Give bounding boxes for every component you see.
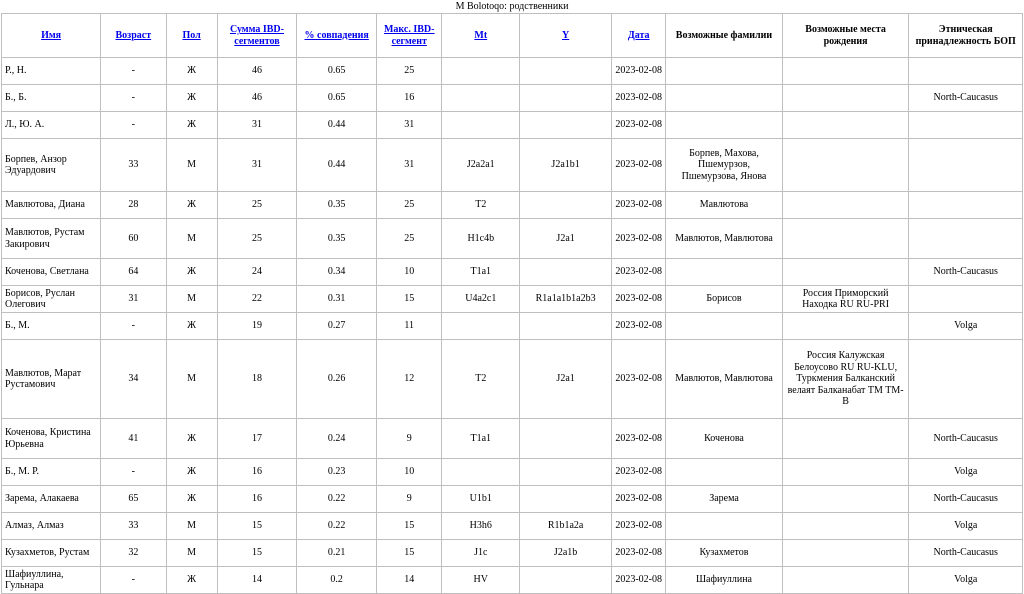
cell-birthplaces: [782, 486, 909, 513]
cell-date: 2023-02-08: [612, 112, 666, 139]
cell-surnames: [666, 513, 783, 540]
cell-birthplaces: [782, 513, 909, 540]
cell-ibd-sum: 25: [217, 192, 297, 219]
cell-max-ibd: 25: [377, 219, 442, 259]
cell-max-ibd: 15: [377, 286, 442, 313]
cell-date: 2023-02-08: [612, 58, 666, 85]
cell-date: 2023-02-08: [612, 85, 666, 112]
table-row: [2, 259, 1023, 286]
cell-surnames: [666, 459, 783, 486]
cell-max-ibd: 9: [377, 486, 442, 513]
cell-mt: H1c4b: [442, 219, 520, 259]
cell-y: [520, 313, 612, 340]
cell-name: Алмаз, Алмаз: [2, 513, 101, 540]
cell-surnames: Шафиуллина: [666, 567, 783, 594]
cell-match-percent: 0.65: [297, 85, 377, 112]
cell-ethnicity: North-Caucasus: [909, 540, 1023, 567]
cell-ethnicity: Volga: [909, 459, 1023, 486]
cell-max-ibd: 31: [377, 139, 442, 192]
cell-birthplaces: [782, 112, 909, 139]
cell-age: -: [101, 313, 166, 340]
cell-max-ibd: 31: [377, 112, 442, 139]
cell-y: [520, 85, 612, 112]
cell-date: 2023-02-08: [612, 513, 666, 540]
cell-date: 2023-02-08: [612, 340, 666, 419]
cell-age: -: [101, 567, 166, 594]
cell-birthplaces: [782, 567, 909, 594]
table-row: [2, 567, 1023, 594]
cell-ibd-sum: 31: [217, 112, 297, 139]
cell-name: Б., М. Р.: [2, 459, 101, 486]
cell-match-percent: 0.22: [297, 513, 377, 540]
table-row: [2, 192, 1023, 219]
cell-date: 2023-02-08: [612, 486, 666, 513]
column-header-ibd-sum[interactable]: [217, 14, 297, 58]
cell-ethnicity: North-Caucasus: [909, 85, 1023, 112]
cell-y: J2a1b: [520, 540, 612, 567]
cell-max-ibd: 9: [377, 419, 442, 459]
cell-match-percent: 0.31: [297, 286, 377, 313]
cell-match-percent: 0.2: [297, 567, 377, 594]
cell-sex: Ж: [166, 486, 217, 513]
cell-surnames: Коченова: [666, 419, 783, 459]
cell-ibd-sum: 19: [217, 313, 297, 340]
cell-mt: [442, 313, 520, 340]
cell-mt: T1a1: [442, 419, 520, 459]
cell-birthplaces: [782, 219, 909, 259]
cell-sex: Ж: [166, 192, 217, 219]
cell-surnames: Мавлютова: [666, 192, 783, 219]
cell-ethnicity: [909, 340, 1023, 419]
cell-surnames: Борпев, Махова, Пшемурзов, Пшемурзова, Янова: [666, 139, 783, 192]
cell-y: [520, 259, 612, 286]
cell-age: 33: [101, 139, 166, 192]
cell-mt: [442, 85, 520, 112]
cell-max-ibd: 12: [377, 340, 442, 419]
cell-birthplaces: Россия Приморский Находка RU RU-PRI: [782, 286, 909, 313]
cell-sex: Ж: [166, 567, 217, 594]
cell-surnames: Мавлютов, Мавлютова: [666, 219, 783, 259]
cell-date: 2023-02-08: [612, 459, 666, 486]
cell-sex: Ж: [166, 313, 217, 340]
cell-age: 32: [101, 540, 166, 567]
cell-match-percent: 0.65: [297, 58, 377, 85]
cell-mt: [442, 459, 520, 486]
cell-age: -: [101, 58, 166, 85]
cell-surnames: [666, 259, 783, 286]
cell-sex: М: [166, 219, 217, 259]
cell-sex: Ж: [166, 459, 217, 486]
cell-ibd-sum: 16: [217, 459, 297, 486]
cell-match-percent: 0.35: [297, 219, 377, 259]
cell-age: 41: [101, 419, 166, 459]
cell-ibd-sum: 18: [217, 340, 297, 419]
cell-sex: Ж: [166, 85, 217, 112]
cell-mt: T2: [442, 340, 520, 419]
cell-max-ibd: 10: [377, 259, 442, 286]
cell-date: 2023-02-08: [612, 286, 666, 313]
column-header-surnames: Возможные фамилии: [666, 14, 783, 58]
cell-sex: Ж: [166, 419, 217, 459]
cell-mt: H3h6: [442, 513, 520, 540]
column-header-date[interactable]: [612, 14, 666, 58]
cell-y: J2a1b1: [520, 139, 612, 192]
cell-name: Мавлютов, Марат Рустамович: [2, 340, 101, 419]
cell-surnames: [666, 313, 783, 340]
cell-mt: U1b1: [442, 486, 520, 513]
cell-name: Шафиуллина, Гульнара: [2, 567, 101, 594]
table-row: [2, 340, 1023, 419]
cell-name: Р., Н.: [2, 58, 101, 85]
cell-ibd-sum: 15: [217, 513, 297, 540]
cell-ibd-sum: 25: [217, 219, 297, 259]
cell-mt: U4a2c1: [442, 286, 520, 313]
cell-age: 28: [101, 192, 166, 219]
column-header-birthplaces: Возможные места рождения: [782, 14, 909, 58]
column-header-sex[interactable]: [166, 14, 217, 58]
cell-ibd-sum: 17: [217, 419, 297, 459]
cell-date: 2023-02-08: [612, 219, 666, 259]
cell-birthplaces: [782, 419, 909, 459]
cell-y: [520, 192, 612, 219]
table-row: [2, 219, 1023, 259]
cell-match-percent: 0.21: [297, 540, 377, 567]
cell-date: 2023-02-08: [612, 419, 666, 459]
page-title: M Bolotoqo: родственники: [455, 1, 569, 12]
cell-surnames: Борисов: [666, 286, 783, 313]
cell-age: 31: [101, 286, 166, 313]
cell-name: Мавлютова, Диана: [2, 192, 101, 219]
column-header-max-ibd[interactable]: [377, 14, 442, 58]
cell-match-percent: 0.23: [297, 459, 377, 486]
cell-match-percent: 0.24: [297, 419, 377, 459]
cell-surnames: Мавлютов, Мавлютова: [666, 340, 783, 419]
cell-y: [520, 459, 612, 486]
cell-birthplaces: [782, 259, 909, 286]
cell-y: J2a1: [520, 219, 612, 259]
cell-sex: М: [166, 286, 217, 313]
cell-max-ibd: 10: [377, 459, 442, 486]
sort-link-name[interactable]: Имя: [41, 29, 62, 41]
table-row: [2, 112, 1023, 139]
cell-y: J2a1: [520, 340, 612, 419]
cell-name: Борпев, Анзор Эдуардович: [2, 139, 101, 192]
sort-link-mt[interactable]: Mt: [474, 29, 488, 41]
column-header-y[interactable]: [520, 14, 612, 58]
cell-sex: М: [166, 540, 217, 567]
cell-age: -: [101, 112, 166, 139]
cell-age: 65: [101, 486, 166, 513]
cell-ethnicity: [909, 58, 1023, 85]
cell-max-ibd: 11: [377, 313, 442, 340]
sort-link-age[interactable]: Возраст: [115, 29, 152, 41]
cell-ibd-sum: 22: [217, 286, 297, 313]
cell-max-ibd: 16: [377, 85, 442, 112]
cell-ethnicity: [909, 112, 1023, 139]
sort-link-match-percent[interactable]: % совпадения: [304, 29, 369, 41]
cell-ethnicity: [909, 219, 1023, 259]
cell-match-percent: 0.44: [297, 139, 377, 192]
cell-ethnicity: [909, 139, 1023, 192]
cell-match-percent: 0.26: [297, 340, 377, 419]
cell-sex: Ж: [166, 112, 217, 139]
cell-birthplaces: Россия Калужская Белоусово RU RU-KLU, Туркмения Балканский велаят Балканабат TM TM-B: [782, 340, 909, 419]
column-header-ethnicity: Этническая принадлежность БОП: [909, 14, 1023, 58]
sort-link-ibd-sum[interactable]: Сумма IBD-сегментов: [229, 24, 284, 47]
cell-ethnicity: [909, 286, 1023, 313]
table-row: [2, 139, 1023, 192]
cell-ethnicity: Volga: [909, 513, 1023, 540]
cell-birthplaces: [782, 540, 909, 567]
cell-age: 60: [101, 219, 166, 259]
cell-ibd-sum: 31: [217, 139, 297, 192]
cell-name: Коченова, Светлана: [2, 259, 101, 286]
table-row: [2, 85, 1023, 112]
cell-ethnicity: Volga: [909, 313, 1023, 340]
cell-name: Коченова, Кристина Юрьевна: [2, 419, 101, 459]
cell-birthplaces: [782, 139, 909, 192]
cell-match-percent: 0.35: [297, 192, 377, 219]
cell-ibd-sum: 14: [217, 567, 297, 594]
cell-mt: [442, 58, 520, 85]
cell-date: 2023-02-08: [612, 313, 666, 340]
table-body: [2, 58, 1023, 594]
cell-y: [520, 112, 612, 139]
cell-max-ibd: 15: [377, 513, 442, 540]
sort-link-sex[interactable]: Пол: [182, 29, 201, 41]
cell-max-ibd: 25: [377, 192, 442, 219]
cell-y: R1b1a2a: [520, 513, 612, 540]
cell-ethnicity: [909, 192, 1023, 219]
cell-birthplaces: [782, 85, 909, 112]
cell-sex: М: [166, 513, 217, 540]
cell-surnames: [666, 58, 783, 85]
cell-y: [520, 486, 612, 513]
cell-ethnicity: North-Caucasus: [909, 419, 1023, 459]
cell-sex: М: [166, 340, 217, 419]
cell-age: -: [101, 85, 166, 112]
cell-name: Мавлютов, Рустам Закирович: [2, 219, 101, 259]
cell-y: [520, 567, 612, 594]
cell-mt: T2: [442, 192, 520, 219]
cell-mt: J1c: [442, 540, 520, 567]
table-row: [2, 513, 1023, 540]
cell-date: 2023-02-08: [612, 567, 666, 594]
cell-ethnicity: North-Caucasus: [909, 486, 1023, 513]
cell-surnames: [666, 85, 783, 112]
cell-age: 34: [101, 340, 166, 419]
cell-surnames: Зарема: [666, 486, 783, 513]
column-header-name[interactable]: [2, 14, 101, 58]
cell-ethnicity: Volga: [909, 567, 1023, 594]
cell-birthplaces: [782, 459, 909, 486]
table-row: [2, 486, 1023, 513]
cell-birthplaces: [782, 192, 909, 219]
cell-max-ibd: 15: [377, 540, 442, 567]
table-row: [2, 313, 1023, 340]
cell-y: [520, 419, 612, 459]
cell-sex: Ж: [166, 58, 217, 85]
cell-name: Б., М.: [2, 313, 101, 340]
cell-date: 2023-02-08: [612, 259, 666, 286]
cell-ibd-sum: 46: [217, 85, 297, 112]
table-row: [2, 286, 1023, 313]
sort-link-date[interactable]: Дата: [627, 29, 650, 41]
cell-y: [520, 58, 612, 85]
cell-age: 33: [101, 513, 166, 540]
cell-age: -: [101, 459, 166, 486]
cell-ethnicity: North-Caucasus: [909, 259, 1023, 286]
relatives-table: [1, 13, 1023, 594]
cell-mt: [442, 112, 520, 139]
cell-match-percent: 0.44: [297, 112, 377, 139]
cell-mt: J2a2a1: [442, 139, 520, 192]
cell-ibd-sum: 15: [217, 540, 297, 567]
cell-match-percent: 0.27: [297, 313, 377, 340]
cell-surnames: [666, 112, 783, 139]
cell-name: Кузахметов, Рустам: [2, 540, 101, 567]
column-header-mt[interactable]: [442, 14, 520, 58]
cell-ibd-sum: 46: [217, 58, 297, 85]
table-header-row: [2, 14, 1023, 58]
cell-match-percent: 0.22: [297, 486, 377, 513]
cell-age: 64: [101, 259, 166, 286]
cell-sex: Ж: [166, 259, 217, 286]
cell-name: Борисов, Руслан Олегович: [2, 286, 101, 313]
table-row: [2, 540, 1023, 567]
cell-y: R1a1a1b1a2b3: [520, 286, 612, 313]
cell-sex: М: [166, 139, 217, 192]
column-header-age[interactable]: [101, 14, 166, 58]
sort-link-max-ibd[interactable]: Макс. IBD-сегмент: [383, 24, 435, 47]
cell-max-ibd: 14: [377, 567, 442, 594]
cell-birthplaces: [782, 313, 909, 340]
cell-date: 2023-02-08: [612, 192, 666, 219]
cell-name: Б., Б.: [2, 85, 101, 112]
table-row: [2, 58, 1023, 85]
sort-link-y[interactable]: Y: [561, 29, 570, 41]
table-row: [2, 459, 1023, 486]
table-row: [2, 419, 1023, 459]
cell-surnames: Кузахметов: [666, 540, 783, 567]
cell-date: 2023-02-08: [612, 540, 666, 567]
cell-ibd-sum: 24: [217, 259, 297, 286]
column-header-match-percent[interactable]: [297, 14, 377, 58]
cell-birthplaces: [782, 58, 909, 85]
cell-date: 2023-02-08: [612, 139, 666, 192]
cell-name: Л., Ю. А.: [2, 112, 101, 139]
cell-name: Зарема, Алакаева: [2, 486, 101, 513]
cell-max-ibd: 25: [377, 58, 442, 85]
cell-mt: HV: [442, 567, 520, 594]
cell-match-percent: 0.34: [297, 259, 377, 286]
cell-ibd-sum: 16: [217, 486, 297, 513]
cell-mt: T1a1: [442, 259, 520, 286]
